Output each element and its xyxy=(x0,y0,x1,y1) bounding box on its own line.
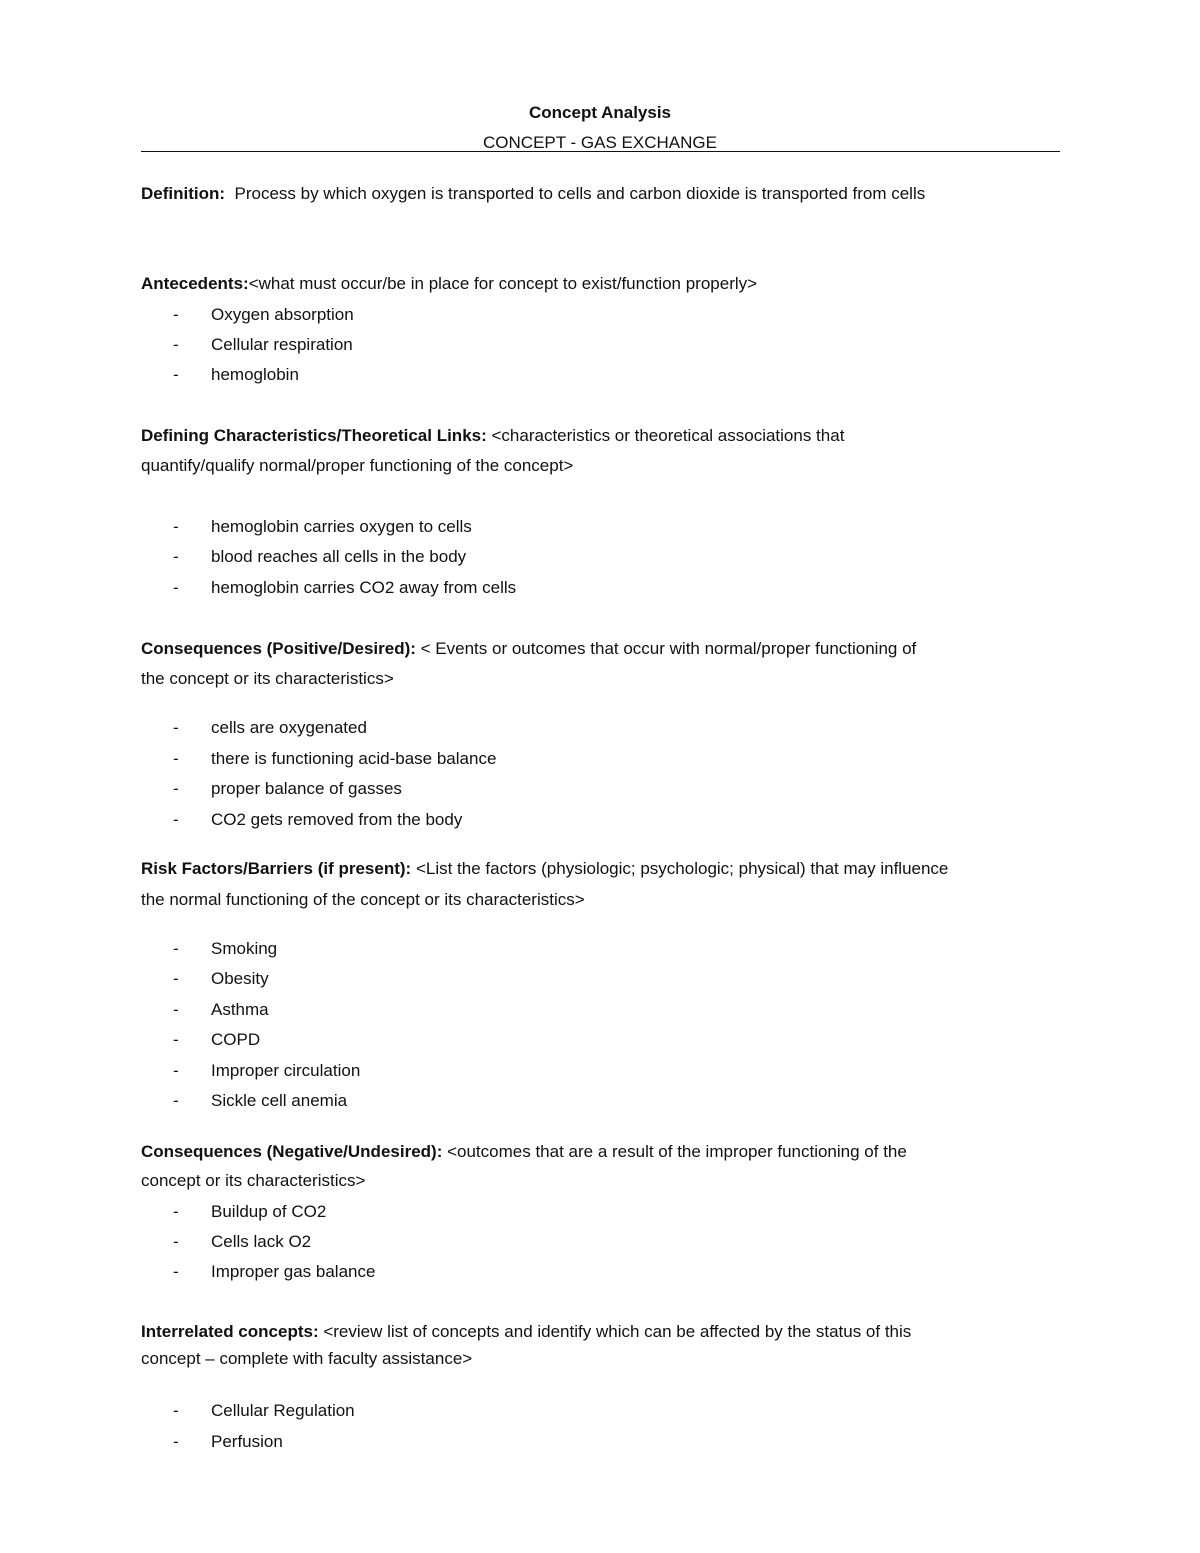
list-item: - Buildup of CO2 xyxy=(173,1200,1053,1224)
dash-bullet: - xyxy=(173,335,179,354)
document-title: Concept Analysis xyxy=(528,103,672,122)
dash-bullet: - xyxy=(173,517,179,536)
list-item: - Perfusion xyxy=(173,1430,1053,1454)
dash-bullet: - xyxy=(173,1061,179,1080)
dash-bullet: - xyxy=(173,969,179,988)
risk-factors-heading xyxy=(141,857,1061,881)
list-item: - hemoglobin xyxy=(173,363,1053,387)
risk-factors-prompt-1: <List the factors (physiologic; psychologic; physical) that may influence xyxy=(415,859,949,878)
consequences-positive-heading xyxy=(141,637,1061,661)
document-subtitle: CONCEPT - GAS EXCHANGE xyxy=(483,133,717,152)
list-item: - hemoglobin carries oxygen to cells xyxy=(173,515,1053,539)
list-item: - Cells lack O2 xyxy=(173,1230,1053,1254)
dash-bullet: - xyxy=(173,779,179,798)
dash-bullet: - xyxy=(173,1030,179,1049)
dash-bullet: - xyxy=(173,810,179,829)
definition-label: Definition: xyxy=(141,184,226,203)
consequences-negative-prompt-2: concept or its characteristics> xyxy=(141,1171,366,1190)
defining-characteristics-heading xyxy=(141,424,1061,448)
list-item: - Asthma xyxy=(173,998,1053,1022)
dash-bullet: - xyxy=(173,939,179,958)
list-item: - COPD xyxy=(173,1028,1053,1052)
dash-bullet: - xyxy=(173,718,179,737)
list-item: - proper balance of gasses xyxy=(173,777,1053,801)
antecedents-label: Antecedents: xyxy=(141,274,249,293)
list-item: - cells are oxygenated xyxy=(173,716,1053,740)
list-item: - Smoking xyxy=(173,937,1053,961)
dash-bullet: - xyxy=(173,547,179,566)
dash-bullet: - xyxy=(173,1091,179,1110)
list-item: - blood reaches all cells in the body xyxy=(173,545,1053,569)
consequences-negative-label: Consequences (Negative/Undesired): xyxy=(141,1142,443,1161)
dash-bullet: - xyxy=(173,1262,179,1281)
defining-characteristics-prompt-2: quantify/qualify normal/proper functioning of the concept> xyxy=(141,456,574,475)
consequences-positive-label: Consequences (Positive/Desired): xyxy=(141,639,416,658)
dash-bullet: - xyxy=(173,1401,179,1420)
interrelated-label: Interrelated concepts: xyxy=(141,1322,319,1341)
list-item: - Cellular Regulation xyxy=(173,1399,1053,1423)
consequences-negative-prompt-1: <outcomes that are a result of the improper functioning of the xyxy=(447,1142,907,1161)
interrelated-prompt-1: <review list of concepts and identify which can be affected by the status of this xyxy=(323,1322,912,1341)
risk-factors-label: Risk Factors/Barriers (if present): xyxy=(141,859,412,878)
antecedents-prompt: <what must occur/be in place for concept to exist/function properly> xyxy=(248,274,758,293)
list-item: - CO2 gets removed from the body xyxy=(173,808,1053,832)
list-item: - there is functioning acid-base balance xyxy=(173,747,1053,771)
consequences-negative-heading xyxy=(141,1140,1061,1164)
title-divider xyxy=(141,151,1060,152)
defining-characteristics-label: Defining Characteristics/Theoretical Links: xyxy=(141,426,487,445)
interrelated-prompt-2: concept – complete with faculty assistance> xyxy=(141,1349,473,1368)
definition-text: Process by which oxygen is transported to cells and carbon dioxide is transported from cells xyxy=(234,184,926,203)
list-item: - Oxygen absorption xyxy=(173,303,1053,327)
interrelated-heading xyxy=(141,1320,1061,1344)
definition-line xyxy=(141,182,1061,206)
list-item: - Obesity xyxy=(173,967,1053,991)
dash-bullet: - xyxy=(173,365,179,384)
consequences-positive-prompt-1: < Events or outcomes that occur with normal/proper functioning of xyxy=(420,639,917,658)
list-item: - hemoglobin carries CO2 away from cells xyxy=(173,576,1053,600)
list-item: - Sickle cell anemia xyxy=(173,1089,1053,1113)
defining-characteristics-prompt-1: <characteristics or theoretical associations that xyxy=(491,426,845,445)
dash-bullet: - xyxy=(173,1232,179,1251)
risk-factors-prompt-2: the normal functioning of the concept or its characteristics> xyxy=(141,890,585,909)
dash-bullet: - xyxy=(173,1202,179,1221)
list-item: - Improper gas balance xyxy=(173,1260,1053,1284)
dash-bullet: - xyxy=(173,305,179,324)
dash-bullet: - xyxy=(173,749,179,768)
dash-bullet: - xyxy=(173,1432,179,1451)
antecedents-heading xyxy=(141,272,1061,296)
consequences-positive-prompt-2: the concept or its characteristics> xyxy=(141,669,394,688)
dash-bullet: - xyxy=(173,578,179,597)
list-item: - Cellular respiration xyxy=(173,333,1053,357)
dash-bullet: - xyxy=(173,1000,179,1019)
list-item: - Improper circulation xyxy=(173,1059,1053,1083)
